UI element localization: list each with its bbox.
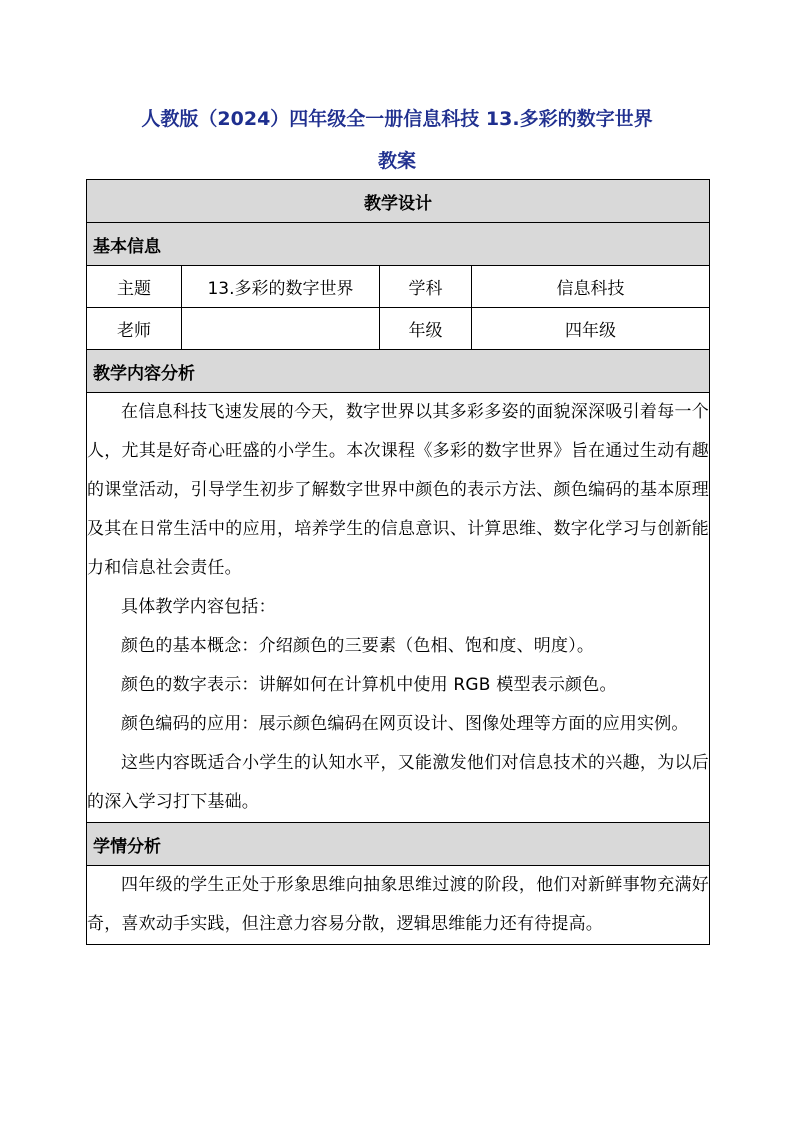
content-analysis-body [87, 393, 710, 823]
document-title: 人教版（2024）四年级全一册信息科技 13.多彩的数字世界 [141, 108, 653, 130]
design-header-row [87, 180, 710, 223]
topic-value: 13.多彩的数字世界 [182, 266, 380, 308]
basic-info-header: 基本信息 [87, 223, 710, 266]
learner-analysis-header-row [87, 823, 710, 866]
learner-analysis-body [87, 866, 710, 945]
content-analysis-body-row [87, 393, 710, 823]
paragraph: 具体教学内容包括： [121, 597, 276, 617]
teacher-value [182, 308, 380, 350]
subject-value: 信息科技 [472, 266, 710, 308]
learner-analysis-body-row [87, 866, 710, 945]
subject-label: 学科 [380, 266, 472, 308]
paragraph: 颜色的基本概念：介绍颜色的三要素（色相、饱和度、明度）。 [121, 636, 595, 656]
table-row [87, 266, 710, 308]
paragraph: 四年级的学生正处于形象思维向抽象思维过渡的阶段，他们对新鲜事物充满好奇，喜欢动手实践，但注意力容易分散，逻辑思维能力还有待提高。 [87, 875, 709, 934]
lesson-plan-table [86, 179, 710, 945]
content-analysis-header-row [87, 350, 710, 393]
design-header: 教学设计 [87, 180, 710, 223]
paragraph: 在信息科技飞速发展的今天，数字世界以其多彩多姿的面貌深深吸引着每一个人，尤其是好奇心旺盛的小学生。本次课程《多彩的数字世界》旨在通过生动有趣的课堂活动，引导学生初步了解数字世界中颜色的表示方法、颜色编码的基本原理及其在日常生活中的应用，培养学生的信息意识、计算思维、数字化学习与创新能力和信息社会责任。 [87, 402, 709, 578]
grade-value: 四年级 [472, 308, 710, 350]
paragraph: 颜色编码的应用：展示颜色编码在网页设计、图像处理等方面的应用实例。 [121, 714, 689, 734]
basic-info-header-row [87, 223, 710, 266]
teacher-label: 老师 [87, 308, 182, 350]
paragraph: 这些内容既适合小学生的认知水平，又能激发他们对信息技术的兴趣，为以后的深入学习打下基础。 [87, 753, 709, 812]
grade-label: 年级 [380, 308, 472, 350]
table-row [87, 308, 710, 350]
content-analysis-header: 教学内容分析 [87, 350, 710, 393]
topic-label: 主题 [87, 266, 182, 308]
paragraph: 颜色的数字表示：讲解如何在计算机中使用 RGB 模型表示颜色。 [121, 675, 617, 695]
learner-analysis-header: 学情分析 [87, 823, 710, 866]
document-subtitle: 教案 [377, 150, 416, 172]
